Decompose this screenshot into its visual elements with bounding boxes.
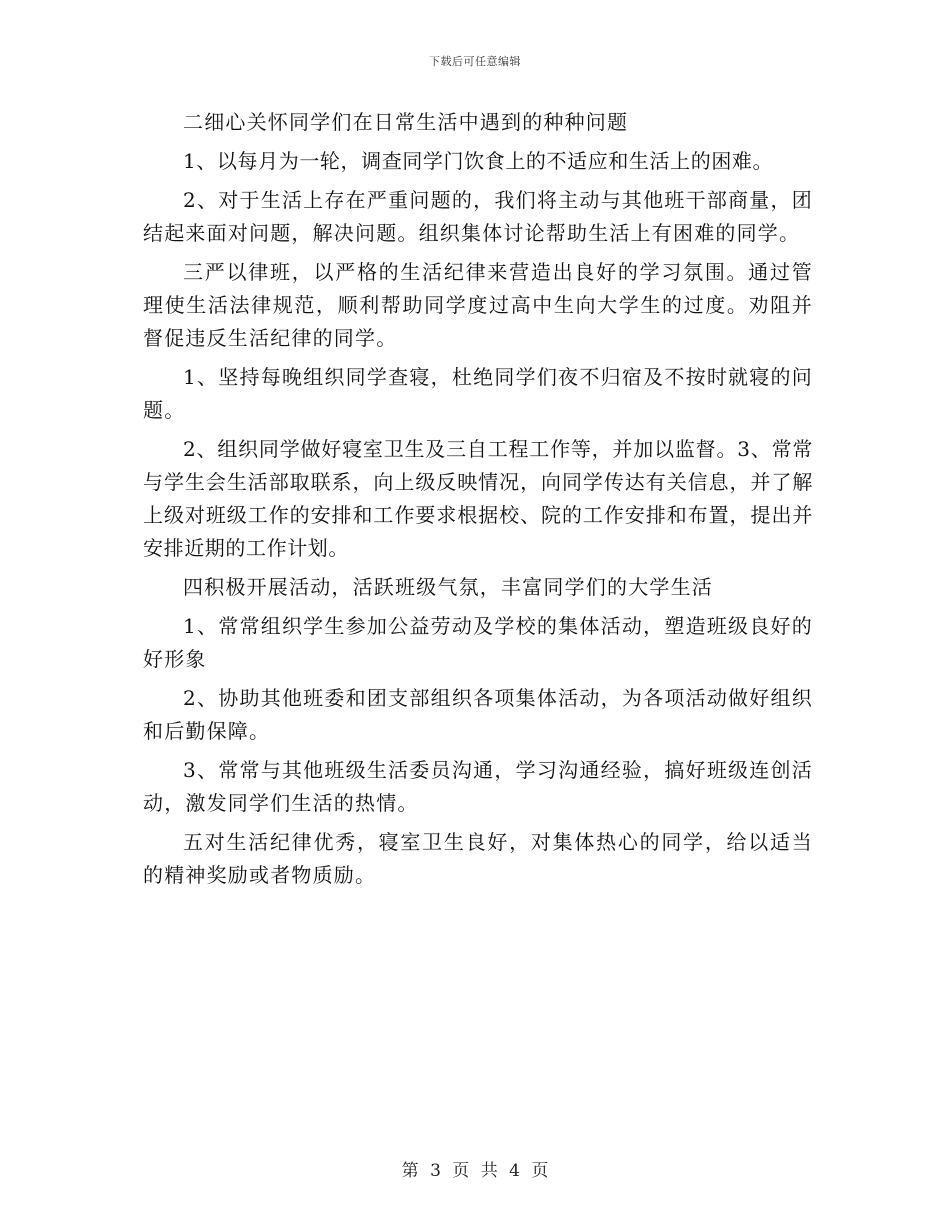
document-body (143, 106, 813, 898)
paragraph: 1、常常组织学生参加公益劳动及学校的集体活动，塑造班级良好的好形象 (143, 614, 813, 671)
page-header: 下载后可任意编辑 (429, 55, 521, 68)
paragraph: 2、对于生活上存在严重问题的，我们将主动与其他班干部商量，团结起来面对问题，解决问题。组织集体讨论帮助生活上有困难的同学。 (143, 188, 813, 245)
paragraph: 2、组织同学做好寝室卫生及三自工程工作等，并加以监督。3、常常与学生会生活部取联系，向上级反映情况，向同学传达有关信息，并了解上级对班级工作的安排和工作要求根据校、院的工作安排和布置，提出并安排近期的工作计划。 (143, 437, 813, 560)
paragraph-section-5: 五对生活纪律优秀，寝室卫生良好，对集体热心的同学，给以适当的精神奖励或者物质励。 (143, 830, 813, 887)
page-number-footer: 第 3 页 共 4 页 (401, 1161, 549, 1181)
paragraph: 3、常常与其他班级生活委员沟通，学习沟通经验，搞好班级连创活动，激发同学们生活的热情。 (143, 758, 813, 815)
paragraph-section-4-heading: 四积极开展活动，活跃班级气氛，丰富同学们的大学生活 (183, 575, 713, 599)
paragraph: 1、以每月为一轮，调查同学门饮食上的不适应和生活上的困难。 (183, 149, 774, 173)
paragraph: 1、坚持每晚组织同学查寝，杜绝同学们夜不归宿及不按时就寝的问题。 (143, 365, 813, 422)
paragraph-section-3-heading: 三严以律班，以严格的生活纪律来营造出良好的学习氛围。通过管理使生活法律规范，顺利帮助同学度过高中生向大学生的过度。劝阻并督促违反生活纪律的同学。 (143, 260, 813, 350)
paragraph: 2、协助其他班委和团支部组织各项集体活动，为各项活动做好组织和后勤保障。 (143, 686, 813, 743)
paragraph-section-2-heading: 二细心关怀同学们在日常生活中遇到的种种问题 (183, 110, 629, 134)
